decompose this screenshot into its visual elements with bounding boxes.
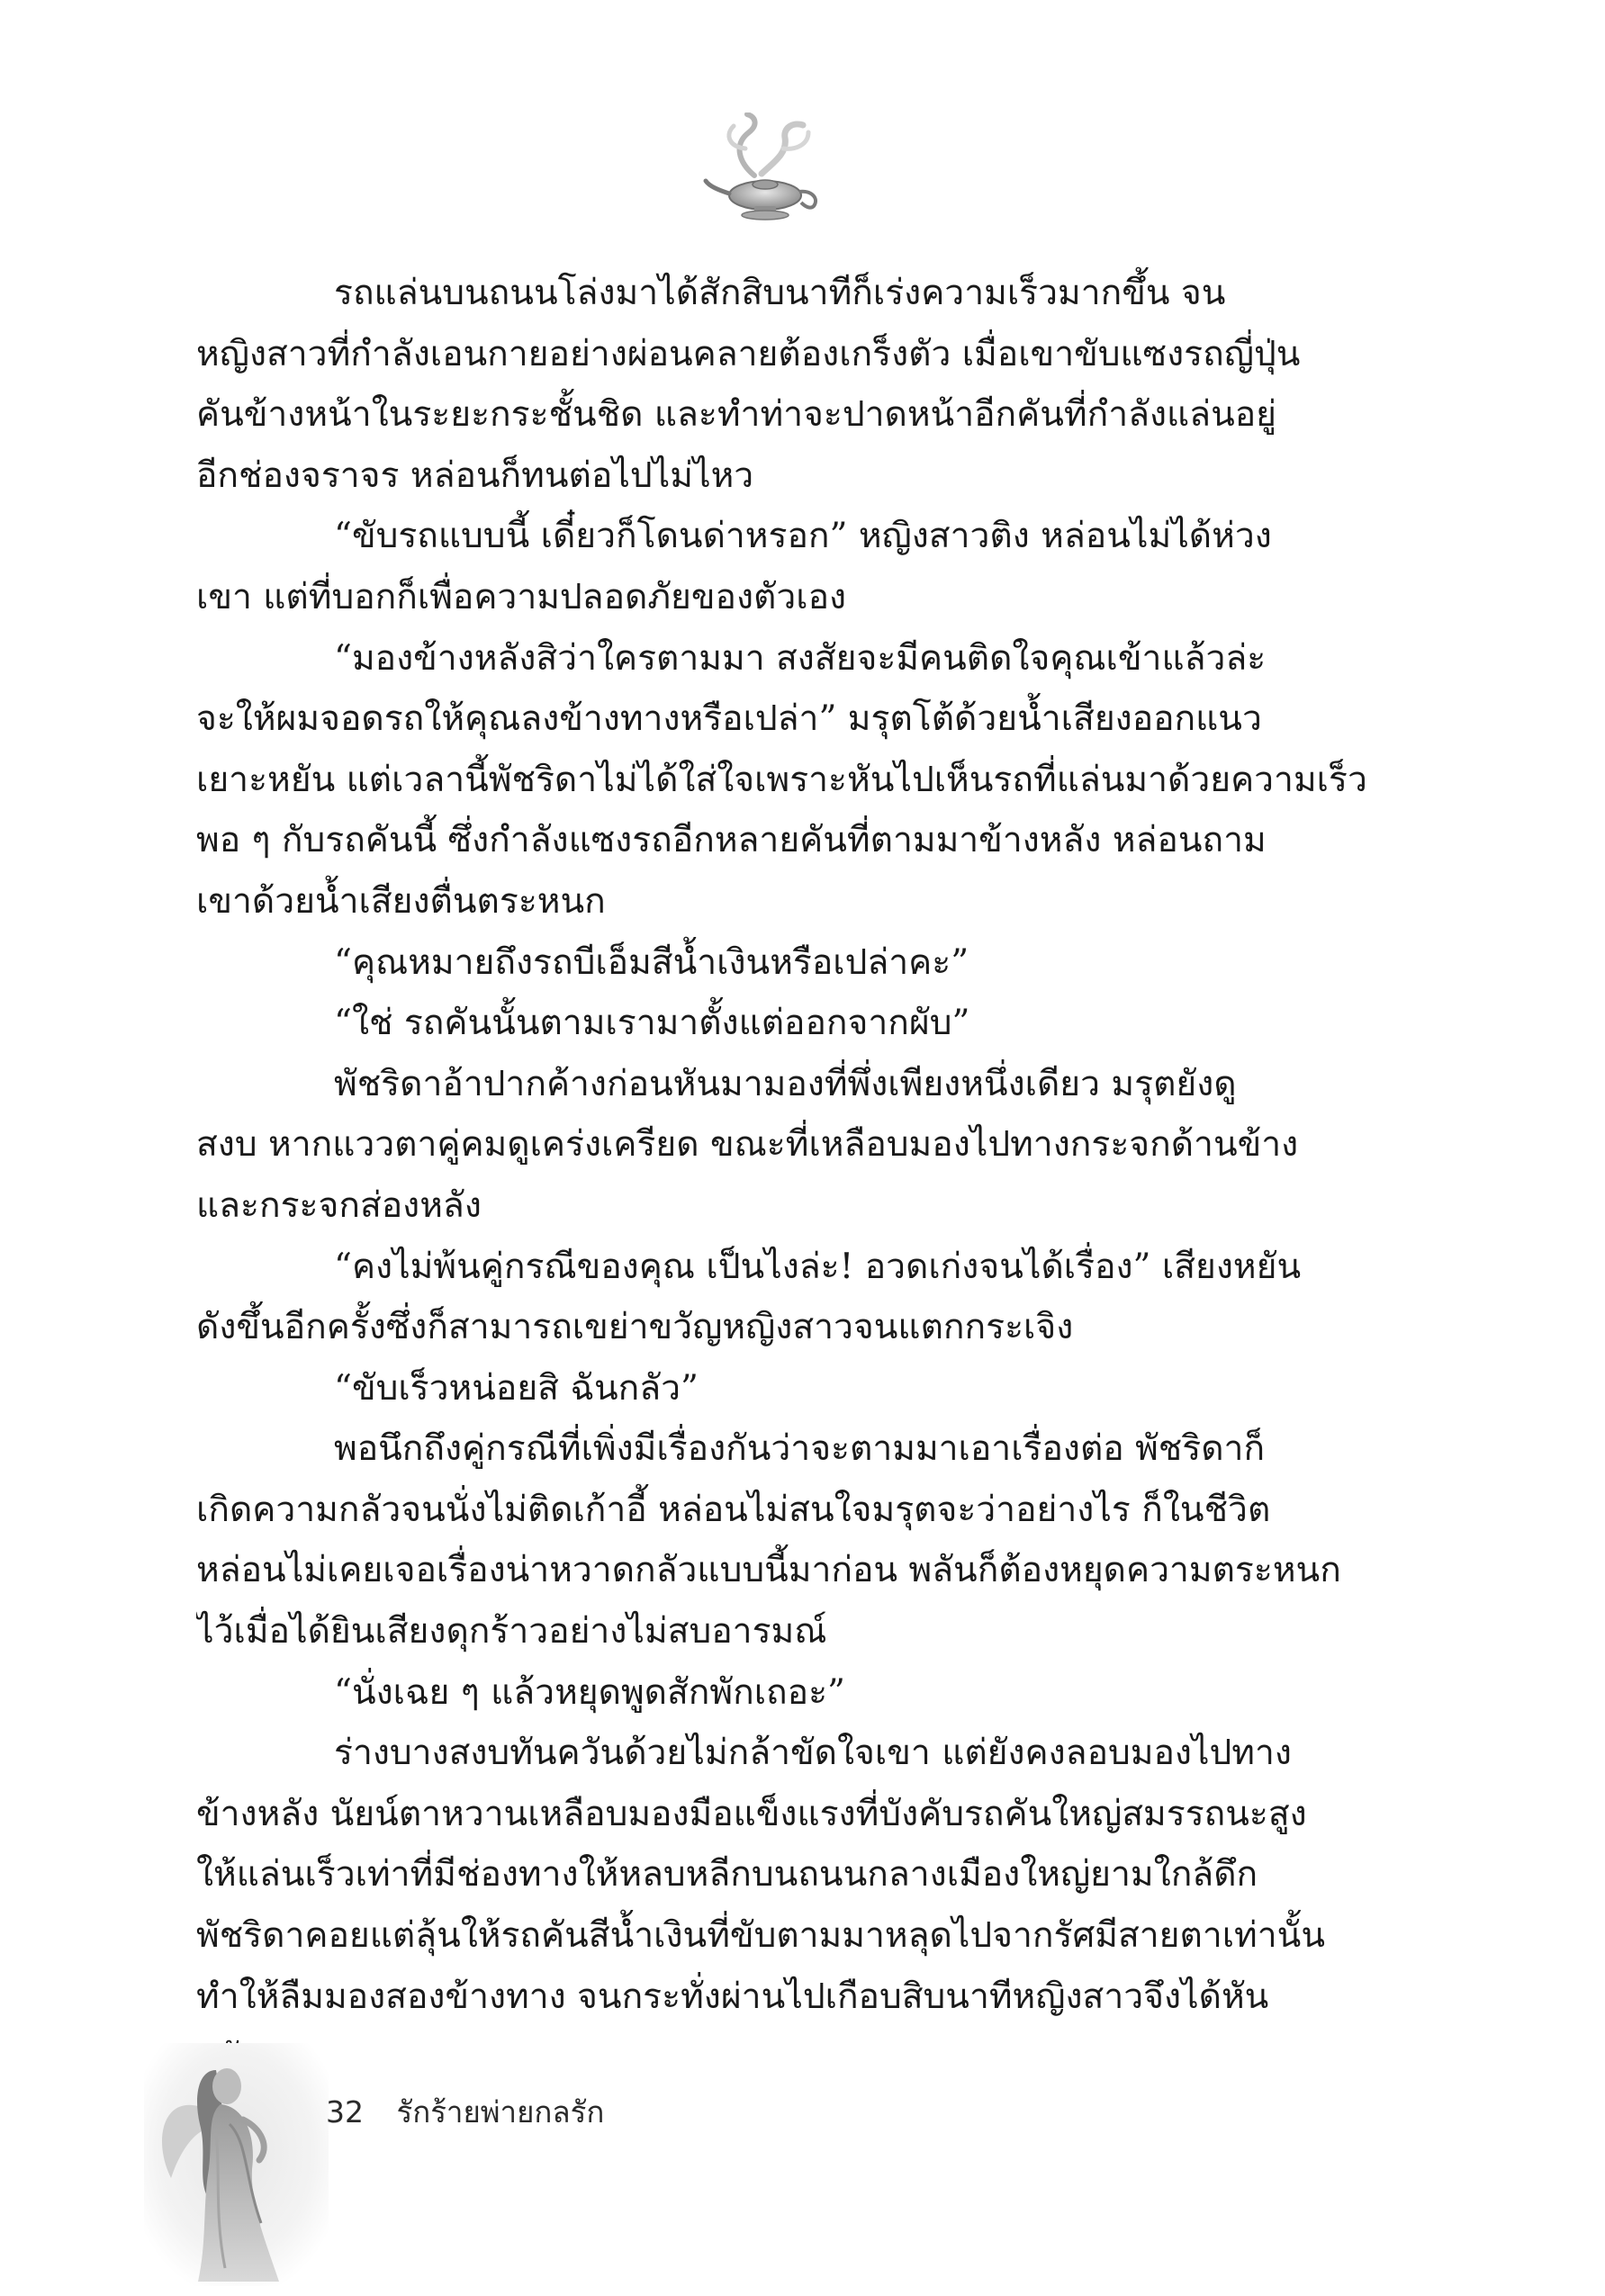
text-line: หล่อนไม่เคยเจอเรื่องน่าหวาดกลัวแบบนี้มาก่อน พลันก็ต้องหยุดความตระหนก xyxy=(196,1550,1341,1591)
text-line: จะให้ผมจอดรถให้คุณลงข้างทางหรือเปล่า” มรุตโต้ด้วยน้ำเสียงออกแนว xyxy=(196,698,1262,740)
body-text xyxy=(196,263,1374,2088)
page-number: 32 xyxy=(326,2094,364,2129)
text-line: “ขับเร็วหน่อยสิ ฉันกลัว” xyxy=(334,1367,699,1409)
angel-figure-icon xyxy=(144,2043,329,2286)
text-line: เขา แต่ที่บอกก็เพื่อความปลอดภัยของตัวเอง xyxy=(196,576,847,617)
text-line: “ใช่ รถคันนั้นตามเรามาตั้งแต่ออกจากผับ” xyxy=(334,1003,970,1044)
text-line: เกิดความกลัวจนนั่งไม่ติดเก้าอี้ หล่อนไม่สนใจมรุตจะว่าอย่างไร ก็ในชีวิต xyxy=(196,1489,1271,1530)
text-line: พอ ๆ กับรถคันนี้ ซึ่งกำลังแซงรถอีกหลายคันที่ตามมาข้างหลัง หล่อนถาม xyxy=(196,820,1267,861)
text-line: อีกช่องจราจร หล่อนก็ทนต่อไปไม่ไหว xyxy=(196,455,754,496)
text-line: “คุณหมายถึงรถบีเอ็มสีน้ำเงินหรือเปล่าคะ” xyxy=(334,941,969,983)
text-line: คันข้างหน้าในระยะกระชั้นชิด และทำท่าจะปาดหน้าอีกคันที่กำลังแล่นอยู่ xyxy=(196,394,1277,436)
text-line: ให้แล่นเร็วเท่าที่มีช่องทางให้หลบหลีกบนถนนกลางเมืองใหญ่ยามใกล้ดึก xyxy=(196,1854,1258,1895)
text-line: “ขับรถแบบนี้ เดี๋ยวก็โดนด่าหรอก” หญิงสาวติง หล่อนไม่ได้ห่วง xyxy=(334,516,1272,557)
text-line: พัชริดาคอยแต่ลุ้นให้รถคันสีน้ำเงินที่ขับตามมาหลุดไปจากรัศมีสายตาเท่านั้น xyxy=(196,1915,1325,1957)
text-line: ร่างบางสงบทันควันด้วยไม่กล้าขัดใจเขา แต่ยังคงลอบมองไปทาง xyxy=(334,1733,1292,1774)
text-line: เยาะหยัน แต่เวลานี้พัชริดาไม่ได้ใส่ใจเพราะหันไปเห็นรถที่แล่นมาด้วยความเร็ว xyxy=(196,759,1367,800)
text-line: เขาด้วยน้ำเสียงตื่นตระหนก xyxy=(196,880,606,922)
text-line: ทำให้ลืมมองสองข้างทาง จนกระทั่งผ่านไปเกือบสิบนาทีหญิงสาวจึงได้หัน xyxy=(196,1976,1269,2017)
text-line: ข้างหลัง นัยน์ตาหวานเหลือบมองมือแข็งแรงที่บังคับรถคันใหญ่สมรรถนะสูง xyxy=(196,1793,1307,1834)
page-footer xyxy=(326,2088,604,2136)
text-line: สงบ หากแววตาคู่คมดูเคร่งเครียด ขณะที่เหลือบมองไปทางกระจกด้านข้าง xyxy=(196,1124,1299,1166)
text-line: “นั่งเฉย ๆ แล้วหยุดพูดสักพักเถอะ” xyxy=(334,1671,845,1713)
text-line: พัชริดาอ้าปากค้างก่อนหันมามองที่พึ่งเพียงหนึ่งเดียว มรุตยังดู xyxy=(334,1063,1237,1104)
text-line: หญิงสาวที่กำลังเอนกายอย่างผ่อนคลายต้องเกร็งตัว เมื่อเขาขับแซงรถญี่ปุ่น xyxy=(196,333,1301,374)
text-line: และกระจกส่องหลัง xyxy=(196,1184,482,1226)
text-line: ดังขึ้นอีกครั้งซึ่งก็สามารถเขย่าขวัญหญิงสาวจนแตกกระเจิง xyxy=(196,1307,1074,1348)
text-line xyxy=(196,2027,1374,2088)
book-title: รักร้ายพ่ายกลรัก xyxy=(396,2094,605,2129)
genie-lamp-icon xyxy=(702,113,828,225)
text-line: “มองข้างหลังสิว่าใครตามมา สงสัยจะมีคนติดใจคุณเข้าแล้วล่ะ xyxy=(334,637,1267,679)
text-line: รถแล่นบนถนนโล่งมาได้สักสิบนาทีก็เร่งความเร็วมากขึ้น จน xyxy=(334,273,1226,313)
text-line: พอนึกถึงคู่กรณีที่เพิ่งมีเรื่องกันว่าจะตามมาเอาเรื่องต่อ พัชริดาก็ xyxy=(334,1428,1266,1470)
text-line: ไว้เมื่อได้ยินเสียงดุกร้าวอย่างไม่สบอารมณ์ xyxy=(196,1611,827,1652)
text-line: “คงไม่พ้นคู่กรณีของคุณ เป็นไงล่ะ! อวดเก่งจนได้เรื่อง” เสียงหยัน xyxy=(334,1246,1302,1287)
